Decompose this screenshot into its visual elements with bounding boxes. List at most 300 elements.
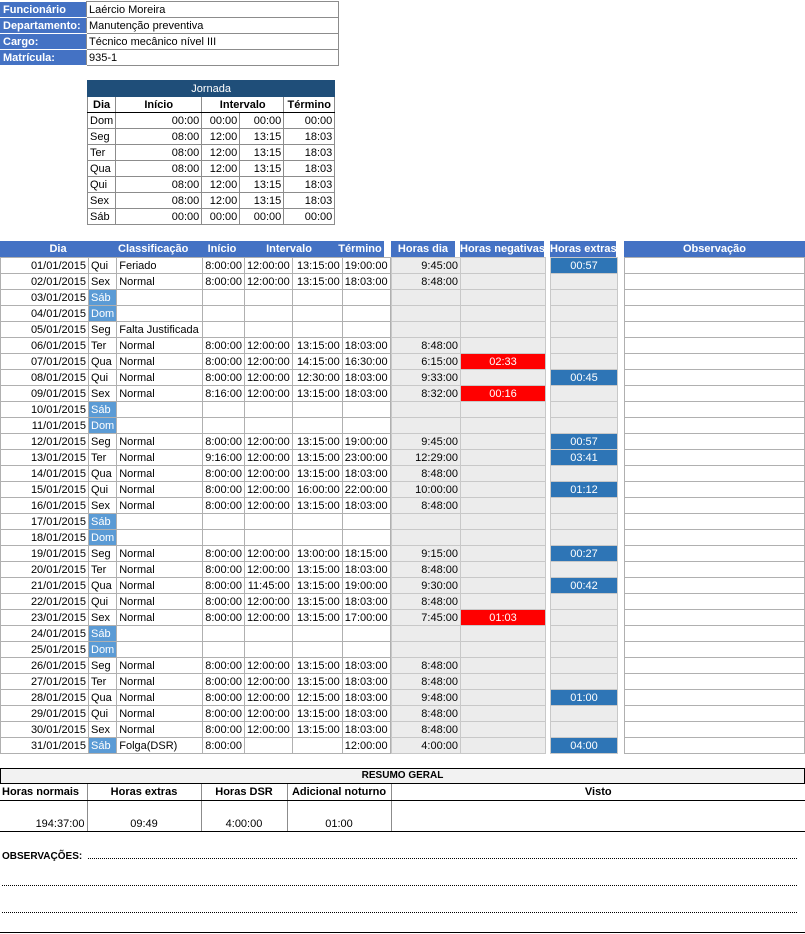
cell-observacao[interactable]	[625, 562, 805, 578]
jornada-dia: Sáb	[88, 209, 116, 225]
cell-inicio[interactable]: 8:00:00	[203, 338, 245, 354]
jornada-row	[88, 177, 335, 193]
jornada-termino[interactable]: 18:03	[284, 161, 335, 177]
cell-observacao[interactable]	[625, 658, 805, 674]
horas-negativas-row	[461, 402, 546, 418]
cell-intervalo-inicio[interactable]	[244, 418, 292, 434]
cell-inicio[interactable]: 8:00:00	[203, 354, 245, 370]
cell-classificacao[interactable]: Normal	[117, 498, 203, 514]
cell-termino[interactable]: 18:03:00	[342, 370, 390, 386]
cell-intervalo-inicio[interactable]	[244, 530, 292, 546]
cell-observacao[interactable]	[625, 738, 805, 754]
cell-intervalo-fim[interactable]	[292, 642, 342, 658]
cell-intervalo-fim[interactable]: 13:15:00	[292, 578, 342, 594]
cell-classificacao[interactable]	[117, 402, 203, 418]
cell-termino[interactable]: 18:15:00	[342, 546, 390, 562]
jornada-intervalo-inicio[interactable]: 12:00	[202, 161, 240, 177]
cell-observacao[interactable]	[625, 354, 805, 370]
cell-observacao[interactable]	[625, 258, 805, 274]
cell-inicio[interactable]: 8:16:00	[203, 386, 245, 402]
jornada-termino[interactable]: 18:03	[284, 145, 335, 161]
observacao-row	[625, 562, 805, 578]
cell-termino[interactable]	[342, 530, 390, 546]
employee-info-label: Funcionário	[1, 2, 87, 18]
cell-intervalo-fim[interactable]	[292, 290, 342, 306]
cell-observacao[interactable]	[625, 402, 805, 418]
cell-horas-dia: 4:00:00	[392, 738, 461, 754]
cell-intervalo-fim[interactable]: 16:00:00	[292, 482, 342, 498]
cell-observacao[interactable]	[625, 578, 805, 594]
cell-inicio[interactable]: 8:00:00	[203, 610, 245, 626]
jornada-intervalo-fim[interactable]: 13:15	[240, 193, 284, 209]
cell-intervalo-inicio[interactable]: 12:00:00	[244, 338, 292, 354]
cell-inicio[interactable]: 8:00:00	[203, 658, 245, 674]
cell-intervalo-inicio[interactable]: 12:00:00	[244, 274, 292, 290]
cell-intervalo-fim[interactable]	[292, 322, 342, 338]
cell-intervalo-fim[interactable]: 13:15:00	[292, 498, 342, 514]
cell-intervalo-fim[interactable]	[292, 738, 342, 754]
table-row	[1, 674, 391, 690]
cell-classificacao[interactable]: Normal	[117, 434, 203, 450]
observacao-row	[625, 738, 805, 754]
cell-inicio[interactable]: 8:00:00	[203, 546, 245, 562]
cell-inicio[interactable]: 8:00:00	[203, 466, 245, 482]
cell-termino[interactable]: 18:03:00	[342, 498, 390, 514]
cell-inicio[interactable]: 8:00:00	[203, 722, 245, 738]
cell-observacao[interactable]	[625, 482, 805, 498]
cell-intervalo-inicio[interactable]: 12:00:00	[244, 466, 292, 482]
table-row	[1, 450, 391, 466]
cell-termino[interactable]: 17:00:00	[342, 610, 390, 626]
cell-intervalo-fim[interactable]: 14:15:00	[292, 354, 342, 370]
cell-classificacao[interactable]	[117, 642, 203, 658]
cell-intervalo-inicio[interactable]: 12:00:00	[244, 706, 292, 722]
cell-classificacao[interactable]: Feriado	[117, 258, 203, 274]
jornada-title: Jornada	[88, 81, 335, 97]
cell-inicio[interactable]: 8:00:00	[203, 594, 245, 610]
horas-dia-row	[392, 306, 461, 322]
cell-classificacao[interactable]	[117, 626, 203, 642]
cell-observacao[interactable]	[625, 370, 805, 386]
jornada-inicio[interactable]: 08:00	[116, 161, 202, 177]
cell-observacao[interactable]	[625, 546, 805, 562]
employee-info-value[interactable]: 935-1	[87, 50, 339, 66]
observacao-row	[625, 306, 805, 322]
cell-intervalo-inicio[interactable]	[244, 290, 292, 306]
jornada-intervalo-inicio[interactable]: 12:00	[202, 177, 240, 193]
header-horas-dia: Horas dia	[391, 241, 455, 257]
jornada-intervalo-fim[interactable]: 00:00	[240, 113, 284, 129]
cell-intervalo-inicio[interactable]: 12:00:00	[244, 546, 292, 562]
cell-intervalo-inicio[interactable]: 12:00:00	[244, 658, 292, 674]
cell-observacao[interactable]	[625, 306, 805, 322]
cell-intervalo-inicio[interactable]	[244, 626, 292, 642]
cell-inicio[interactable]: 8:00:00	[203, 370, 245, 386]
cell-horas-dia	[392, 530, 461, 546]
horas-extras-row	[551, 450, 618, 466]
cell-termino[interactable]: 18:03:00	[342, 338, 390, 354]
cell-inicio[interactable]: 8:00:00	[203, 482, 245, 498]
jornada-inicio[interactable]: 08:00	[116, 129, 202, 145]
jornada-intervalo-fim[interactable]: 13:15	[240, 129, 284, 145]
horas-extras-row	[551, 466, 618, 482]
cell-intervalo-inicio[interactable]	[244, 306, 292, 322]
table-row	[1, 722, 391, 738]
horas-extras-row	[551, 514, 618, 530]
cell-horas-negativas	[461, 514, 546, 530]
cell-inicio[interactable]	[203, 626, 245, 642]
cell-horas-negativas	[461, 370, 546, 386]
cell-weekday: Ter	[89, 674, 117, 690]
cell-observacao[interactable]	[625, 674, 805, 690]
jornada-intervalo-fim[interactable]: 13:15	[240, 145, 284, 161]
cell-inicio[interactable]: 8:00:00	[203, 578, 245, 594]
table-row	[1, 258, 391, 274]
cell-intervalo-fim[interactable]: 13:15:00	[292, 722, 342, 738]
cell-termino[interactable]: 12:00:00	[342, 738, 390, 754]
cell-intervalo-inicio[interactable]	[244, 514, 292, 530]
cell-termino[interactable]: 22:00:00	[342, 482, 390, 498]
cell-date: 17/01/2015	[1, 514, 89, 530]
cell-observacao[interactable]	[625, 642, 805, 658]
cell-classificacao[interactable]: Normal	[117, 274, 203, 290]
cell-classificacao[interactable]: Folga(DSR)	[117, 738, 203, 754]
cell-date: 07/01/2015	[1, 354, 89, 370]
horas-extras-row	[551, 290, 618, 306]
cell-termino[interactable]: 18:03:00	[342, 386, 390, 402]
cell-intervalo-fim[interactable]	[292, 626, 342, 642]
cell-intervalo-fim[interactable]	[292, 306, 342, 322]
cell-observacao[interactable]	[625, 610, 805, 626]
cell-horas-dia: 8:32:00	[392, 386, 461, 402]
cell-classificacao[interactable]: Normal	[117, 370, 203, 386]
resumo-header-horas-extras: Horas extras	[87, 784, 201, 800]
cell-classificacao[interactable]: Normal	[117, 722, 203, 738]
cell-inicio[interactable]: 8:00:00	[203, 274, 245, 290]
cell-intervalo-fim[interactable]: 13:15:00	[292, 466, 342, 482]
cell-inicio[interactable]	[203, 514, 245, 530]
jornada-inicio[interactable]: 08:00	[116, 177, 202, 193]
cell-horas-extras	[551, 306, 618, 322]
cell-intervalo-inicio[interactable]: 12:00:00	[244, 610, 292, 626]
cell-observacao[interactable]	[625, 690, 805, 706]
horas-dia-row	[392, 274, 461, 290]
table-row	[1, 578, 391, 594]
jornada-intervalo-fim[interactable]: 13:15	[240, 177, 284, 193]
cell-observacao[interactable]	[625, 434, 805, 450]
jornada-termino[interactable]: 18:03	[284, 193, 335, 209]
cell-date: 15/01/2015	[1, 482, 89, 498]
cell-termino[interactable]	[342, 418, 390, 434]
cell-horas-dia: 8:48:00	[392, 674, 461, 690]
horas-dia-row	[392, 290, 461, 306]
cell-intervalo-inicio[interactable]: 12:00:00	[244, 354, 292, 370]
cell-horas-extras	[551, 626, 618, 642]
horas-dia-row	[392, 386, 461, 402]
jornada-termino[interactable]: 00:00	[284, 209, 335, 225]
horas-dia-row	[392, 610, 461, 626]
cell-observacao[interactable]	[625, 722, 805, 738]
horas-extras-row	[551, 386, 618, 402]
cell-horas-negativas	[461, 546, 546, 562]
cell-inicio[interactable]	[203, 402, 245, 418]
cell-classificacao[interactable]	[117, 514, 203, 530]
cell-intervalo-inicio[interactable]: 11:45:00	[244, 578, 292, 594]
cell-inicio[interactable]: 8:00:00	[203, 674, 245, 690]
cell-inicio[interactable]	[203, 290, 245, 306]
cell-inicio[interactable]	[203, 642, 245, 658]
cell-inicio[interactable]	[203, 322, 245, 338]
horas-dia-row	[392, 562, 461, 578]
cell-termino[interactable]	[342, 626, 390, 642]
cell-observacao[interactable]	[625, 530, 805, 546]
cell-classificacao[interactable]: Falta Justificada	[117, 322, 203, 338]
cell-intervalo-fim[interactable]: 13:15:00	[292, 386, 342, 402]
horas-extras-row	[551, 546, 618, 562]
cell-termino[interactable]: 18:03:00	[342, 594, 390, 610]
cell-horas-negativas	[461, 434, 546, 450]
cell-intervalo-inicio[interactable]: 12:00:00	[244, 722, 292, 738]
timesheet-table	[0, 257, 391, 754]
cell-intervalo-fim[interactable]: 13:15:00	[292, 610, 342, 626]
cell-inicio[interactable]: 8:00:00	[203, 258, 245, 274]
table-row	[1, 514, 391, 530]
jornada-intervalo-inicio[interactable]: 12:00	[202, 193, 240, 209]
cell-horas-extras: 00:57	[551, 434, 618, 450]
jornada-intervalo-fim[interactable]: 13:15	[240, 161, 284, 177]
cell-intervalo-fim[interactable]	[292, 514, 342, 530]
cell-classificacao[interactable]: Normal	[117, 546, 203, 562]
cell-intervalo-fim[interactable]: 13:00:00	[292, 546, 342, 562]
cell-classificacao[interactable]: Normal	[117, 482, 203, 498]
jornada-intervalo-fim[interactable]: 00:00	[240, 209, 284, 225]
cell-termino[interactable]: 18:03:00	[342, 706, 390, 722]
cell-termino[interactable]: 19:00:00	[342, 434, 390, 450]
cell-inicio[interactable]: 8:00:00	[203, 498, 245, 514]
horas-extras-row	[551, 434, 618, 450]
employee-info-value[interactable]: Manutenção preventiva	[87, 18, 339, 34]
cell-classificacao[interactable]: Normal	[117, 466, 203, 482]
cell-intervalo-fim[interactable]: 13:15:00	[292, 434, 342, 450]
jornada-termino[interactable]: 18:03	[284, 129, 335, 145]
cell-observacao[interactable]	[625, 322, 805, 338]
jornada-termino[interactable]: 00:00	[284, 113, 335, 129]
cell-termino[interactable]: 18:03:00	[342, 274, 390, 290]
cell-date: 12/01/2015	[1, 434, 89, 450]
resumo-value-visto[interactable]	[391, 800, 805, 831]
table-row	[1, 306, 391, 322]
jornada-inicio[interactable]: 00:00	[116, 113, 202, 129]
horas-negativas-row	[461, 530, 546, 546]
cell-horas-negativas	[461, 674, 546, 690]
cell-termino[interactable]	[342, 642, 390, 658]
observacoes-line-3[interactable]	[2, 912, 797, 913]
cell-observacao[interactable]	[625, 386, 805, 402]
cell-intervalo-fim[interactable]: 13:15:00	[292, 706, 342, 722]
horas-extras-row	[551, 610, 618, 626]
jornada-inicio[interactable]: 08:00	[116, 193, 202, 209]
cell-termino[interactable]	[342, 306, 390, 322]
cell-inicio[interactable]: 9:16:00	[203, 450, 245, 466]
horas-dia-row	[392, 738, 461, 754]
cell-intervalo-inicio[interactable]	[244, 402, 292, 418]
jornada-intervalo-inicio[interactable]: 12:00	[202, 129, 240, 145]
cell-intervalo-inicio[interactable]: 12:00:00	[244, 450, 292, 466]
cell-termino[interactable]: 18:03:00	[342, 658, 390, 674]
cell-horas-extras	[551, 514, 618, 530]
cell-classificacao[interactable]: Normal	[117, 562, 203, 578]
cell-classificacao[interactable]: Normal	[117, 578, 203, 594]
cell-intervalo-fim[interactable]	[292, 402, 342, 418]
cell-intervalo-fim[interactable]: 12:30:00	[292, 370, 342, 386]
cell-classificacao[interactable]: Normal	[117, 450, 203, 466]
cell-horas-negativas	[461, 594, 546, 610]
cell-termino[interactable]	[342, 514, 390, 530]
cell-intervalo-fim[interactable]: 13:15:00	[292, 674, 342, 690]
cell-termino[interactable]	[342, 290, 390, 306]
cell-observacao[interactable]	[625, 498, 805, 514]
cell-intervalo-inicio[interactable]: 12:00:00	[244, 690, 292, 706]
cell-termino[interactable]: 18:03:00	[342, 722, 390, 738]
horas-extras-row	[551, 322, 618, 338]
cell-termino[interactable]	[342, 402, 390, 418]
cell-date: 22/01/2015	[1, 594, 89, 610]
employee-info-value[interactable]: Técnico mecânico nível III	[87, 34, 339, 50]
cell-termino[interactable]: 16:30:00	[342, 354, 390, 370]
cell-observacao[interactable]	[625, 274, 805, 290]
cell-inicio[interactable]: 8:00:00	[203, 434, 245, 450]
jornada-termino[interactable]: 18:03	[284, 177, 335, 193]
cell-termino[interactable]	[342, 322, 390, 338]
jornada-intervalo-inicio[interactable]: 12:00	[202, 145, 240, 161]
cell-termino[interactable]: 19:00:00	[342, 258, 390, 274]
jornada-dia: Dom	[88, 113, 116, 129]
cell-observacao[interactable]	[625, 466, 805, 482]
cell-intervalo-fim[interactable]: 12:15:00	[292, 690, 342, 706]
cell-inicio[interactable]	[203, 530, 245, 546]
cell-intervalo-inicio[interactable]: 12:00:00	[244, 386, 292, 402]
cell-intervalo-inicio[interactable]: 12:00:00	[244, 498, 292, 514]
horas-extras-row	[551, 722, 618, 738]
cell-classificacao[interactable]	[117, 418, 203, 434]
cell-horas-negativas	[461, 290, 546, 306]
observacao-row	[625, 466, 805, 482]
cell-horas-dia: 8:48:00	[392, 594, 461, 610]
cell-intervalo-fim[interactable]: 13:15:00	[292, 450, 342, 466]
cell-inicio[interactable]	[203, 306, 245, 322]
cell-inicio[interactable]: 8:00:00	[203, 738, 245, 754]
cell-intervalo-fim[interactable]	[292, 530, 342, 546]
cell-weekday: Dom	[89, 418, 117, 434]
cell-classificacao[interactable]	[117, 530, 203, 546]
cell-intervalo-inicio[interactable]	[244, 738, 292, 754]
observacao-row	[625, 514, 805, 530]
cell-observacao[interactable]	[625, 594, 805, 610]
cell-horas-extras: 04:00	[551, 738, 618, 754]
cell-classificacao[interactable]: Normal	[117, 690, 203, 706]
cell-observacao[interactable]	[625, 706, 805, 722]
cell-intervalo-fim[interactable]: 13:15:00	[292, 594, 342, 610]
cell-intervalo-inicio[interactable]: 12:00:00	[244, 562, 292, 578]
cell-intervalo-fim[interactable]: 13:15:00	[292, 258, 342, 274]
cell-intervalo-inicio[interactable]: 12:00:00	[244, 482, 292, 498]
cell-intervalo-inicio[interactable]: 12:00:00	[244, 258, 292, 274]
cell-horas-negativas	[461, 258, 546, 274]
cell-intervalo-fim[interactable]	[292, 418, 342, 434]
table-row	[1, 562, 391, 578]
cell-intervalo-inicio[interactable]: 12:00:00	[244, 674, 292, 690]
cell-inicio[interactable]: 8:00:00	[203, 706, 245, 722]
cell-classificacao[interactable]: Normal	[117, 594, 203, 610]
cell-classificacao[interactable]: Normal	[117, 674, 203, 690]
cell-intervalo-inicio[interactable]: 12:00:00	[244, 434, 292, 450]
cell-classificacao[interactable]	[117, 290, 203, 306]
jornada-inicio[interactable]: 08:00	[116, 145, 202, 161]
cell-classificacao[interactable]	[117, 306, 203, 322]
cell-observacao[interactable]	[625, 290, 805, 306]
cell-horas-dia: 8:48:00	[392, 562, 461, 578]
cell-classificacao[interactable]: Normal	[117, 610, 203, 626]
cell-classificacao[interactable]: Normal	[117, 354, 203, 370]
cell-inicio[interactable]	[203, 418, 245, 434]
cell-intervalo-inicio[interactable]: 12:00:00	[244, 594, 292, 610]
cell-termino[interactable]: 23:00:00	[342, 450, 390, 466]
cell-inicio[interactable]: 8:00:00	[203, 562, 245, 578]
jornada-intervalo-inicio[interactable]: 00:00	[202, 209, 240, 225]
cell-observacao[interactable]	[625, 338, 805, 354]
cell-intervalo-fim[interactable]: 13:15:00	[292, 658, 342, 674]
cell-horas-extras: 00:57	[551, 258, 618, 274]
cell-classificacao[interactable]: Normal	[117, 338, 203, 354]
employee-info-value[interactable]: Laércio Moreira	[87, 2, 339, 18]
cell-termino[interactable]: 18:03:00	[342, 690, 390, 706]
cell-intervalo-fim[interactable]: 13:15:00	[292, 562, 342, 578]
observacoes-line-1[interactable]	[88, 858, 797, 859]
cell-termino[interactable]: 18:03:00	[342, 466, 390, 482]
cell-termino[interactable]: 18:03:00	[342, 562, 390, 578]
cell-observacao[interactable]	[625, 626, 805, 642]
horas-dia-row	[392, 578, 461, 594]
horas-dia-row	[392, 450, 461, 466]
cell-intervalo-inicio[interactable]: 12:00:00	[244, 370, 292, 386]
cell-inicio[interactable]: 8:00:00	[203, 690, 245, 706]
cell-weekday: Sáb	[89, 738, 117, 754]
cell-termino[interactable]: 18:03:00	[342, 674, 390, 690]
horas-dia-row	[392, 498, 461, 514]
observacoes-line-2[interactable]	[2, 885, 797, 886]
cell-intervalo-inicio[interactable]	[244, 642, 292, 658]
cell-horas-negativas	[461, 402, 546, 418]
cell-intervalo-fim[interactable]: 13:15:00	[292, 274, 342, 290]
horas-negativas-row	[461, 290, 546, 306]
horas-dia-row	[392, 514, 461, 530]
cell-classificacao[interactable]: Normal	[117, 706, 203, 722]
jornada-dia: Qua	[88, 161, 116, 177]
cell-weekday: Sex	[89, 498, 117, 514]
cell-horas-dia: 9:33:00	[392, 370, 461, 386]
cell-observacao[interactable]	[625, 450, 805, 466]
horas-extras-row	[551, 482, 618, 498]
jornada-intervalo-inicio[interactable]: 00:00	[202, 113, 240, 129]
cell-classificacao[interactable]: Normal	[117, 658, 203, 674]
cell-termino[interactable]: 19:00:00	[342, 578, 390, 594]
cell-intervalo-inicio[interactable]	[244, 322, 292, 338]
jornada-inicio[interactable]: 00:00	[116, 209, 202, 225]
cell-observacao[interactable]	[625, 514, 805, 530]
cell-observacao[interactable]	[625, 418, 805, 434]
cell-intervalo-fim[interactable]: 13:15:00	[292, 338, 342, 354]
cell-classificacao[interactable]: Normal	[117, 386, 203, 402]
